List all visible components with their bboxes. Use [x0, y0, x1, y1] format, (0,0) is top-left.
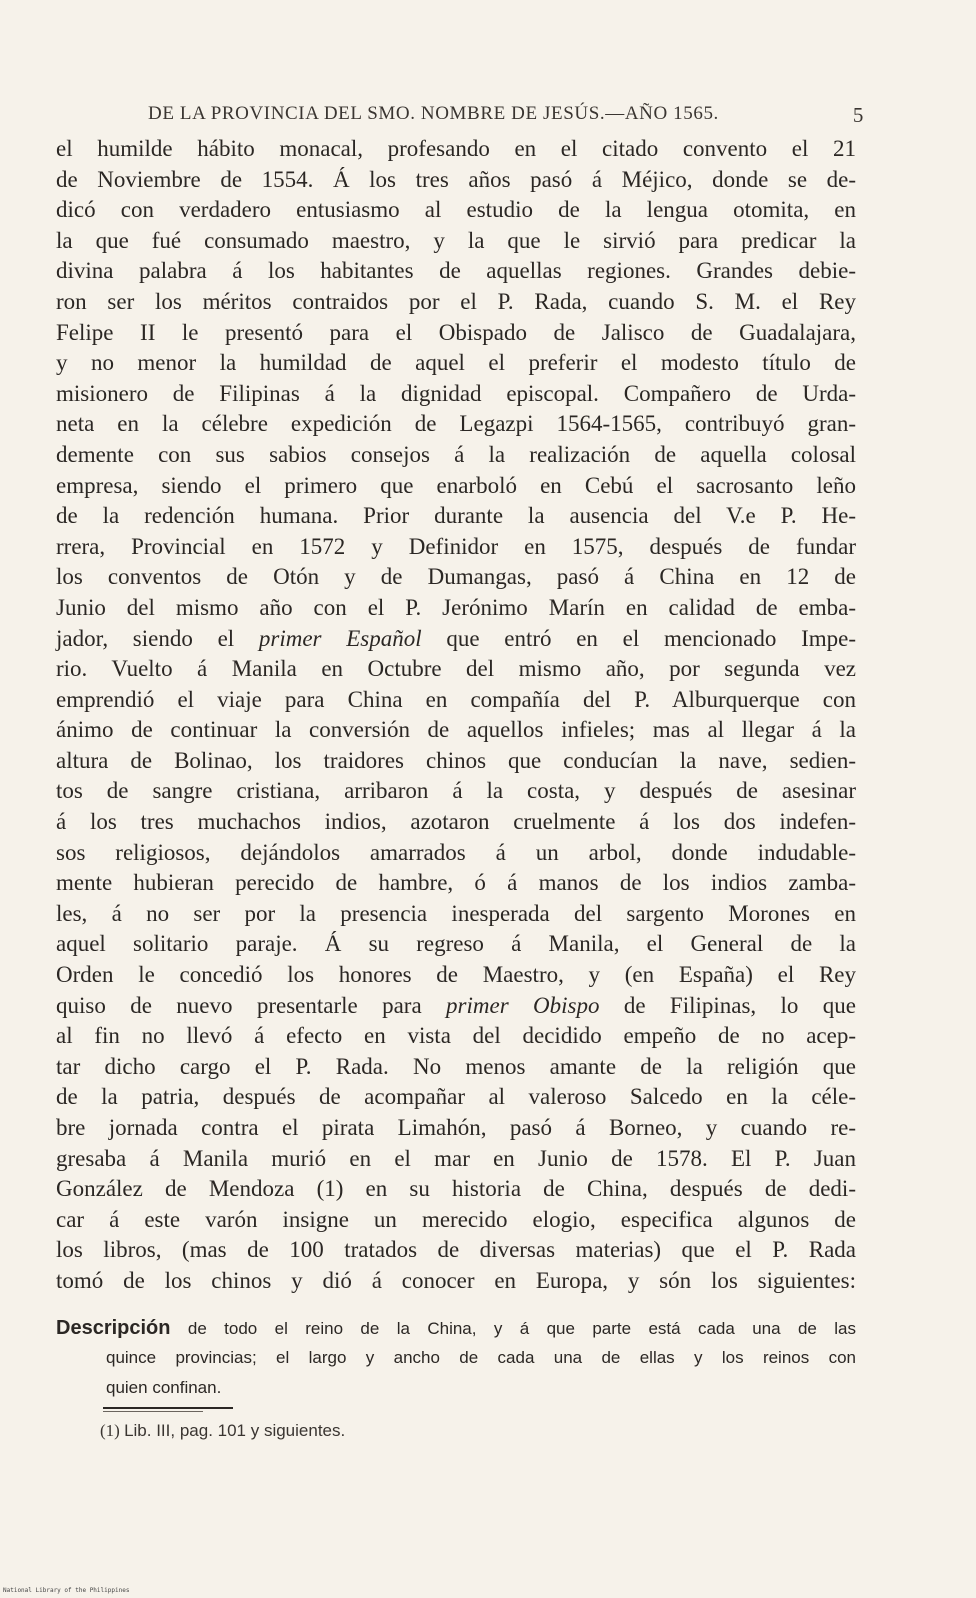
text-line: [56, 1205, 856, 1236]
entry-line: quince provincias; el largo y ancho de cada una de ellas y los reinos con: [106, 1348, 856, 1367]
text-run: de la patria, después de acompañar al valeroso Salcedo en la céle-: [56, 1084, 856, 1110]
text-run: rio. Vuelto á Manila en Octubre del mismo año, por segunda vez: [56, 656, 856, 682]
text-line: [56, 256, 856, 287]
text-run: los libros, (mas de 100 tratados de diversas materias) que el P. Rada: [56, 1237, 856, 1263]
text-line: [56, 899, 856, 930]
text-run: de la redención humana. Prior durante la ausencia del V.e P. He-: [56, 503, 856, 529]
entry-text-1: de todo el reino de la China, y á que parte está cada una de las: [170, 1319, 856, 1338]
text-run: el humilde hábito monacal, profesando en el citado convento el 21: [56, 136, 856, 161]
text-run: jador, siendo el: [56, 625, 259, 651]
text-line: [56, 1266, 856, 1297]
text-run: tomó de los chinos y dió á conocer en Europa, y són los siguientes:: [56, 1267, 856, 1293]
text-line: [56, 1021, 856, 1052]
text-line: [56, 440, 856, 471]
italic-emphasis: primer Español: [258, 625, 422, 651]
text-run: rrera, Provincial en 1572 y Definidor en 1575, después de fundar: [56, 533, 856, 559]
text-run: los conventos de Otón y de Dumangas, pasó á China en 12 de: [56, 564, 856, 590]
text-run: bre jornada contra el pirata Limahón, pasó á Borneo, y cuando re-: [56, 1115, 856, 1140]
text-line: [56, 776, 856, 807]
text-line: [56, 838, 856, 869]
text-run: tar dicho cargo el P. Rada. No menos amante de la religión que: [56, 1053, 856, 1079]
text-line: [56, 593, 856, 624]
text-run: de Noviembre de 1554. Á los tres años pasó á Méjico, donde se de-: [56, 166, 856, 192]
text-line: [56, 868, 856, 899]
text-line: [56, 348, 856, 379]
text-run: Felipe II le presentó para el Obispado de Jalisco de Guadalajara,: [56, 319, 856, 345]
text-run: la que fué consumado maestro, y la que le sirvió para predicar la: [56, 227, 856, 253]
text-line: [56, 134, 856, 165]
text-line: [56, 1144, 856, 1175]
footnote-marker: (1): [100, 1421, 120, 1440]
text-run: divina palabra á los habitantes de aquellas regiones. Grandes debie-: [56, 258, 856, 284]
text-run: y no menor la humildad de aquel el preferir el modesto título de: [56, 350, 856, 376]
running-header: [148, 103, 864, 128]
text-run: empresa, siendo el primero que enarboló en Cebú el sacrosanto leño: [56, 472, 856, 498]
text-line: [56, 746, 856, 777]
text-line: [56, 532, 856, 563]
text-line: [56, 1235, 856, 1266]
text-line: [56, 471, 856, 502]
text-line: [56, 685, 856, 716]
text-line: [56, 624, 856, 655]
text-run: sos religiosos, dejándolos amarrados á un arbol, donde indudable-: [56, 839, 856, 865]
text-run: de Filipinas, lo que: [599, 992, 857, 1018]
text-line: [56, 195, 856, 226]
text-run: neta en la célebre expedición de Legazpi 1564-1565, contribuyó gran-: [56, 411, 856, 437]
entry-heading: Descripción: [56, 1317, 171, 1339]
text-run: ron ser los méritos contraidos por el P. Rada, cuando S. M. el Rey: [56, 288, 856, 314]
text-line: [56, 715, 856, 746]
text-line: [56, 287, 856, 318]
text-run: emprendió el viaje para China en compañía del P. Alburquerque con: [56, 686, 856, 712]
text-line: [56, 165, 856, 196]
text-line: [56, 807, 856, 838]
text-run: quiso de nuevo presentarle para: [56, 992, 447, 1018]
page-number: 5: [852, 103, 864, 127]
body-paragraph: [56, 134, 856, 1297]
text-run: les, á no ser por la presencia inesperada del sargento Morones en: [56, 900, 856, 926]
text-line: [56, 501, 856, 532]
footnote-divider: [103, 1407, 233, 1409]
italic-emphasis: primer Obispo: [446, 992, 600, 1018]
text-line: [56, 562, 856, 593]
text-line: [56, 318, 856, 349]
text-line: [56, 1174, 856, 1205]
text-run: ánimo de continuar la conversión de aquellos infieles; mas al llegar á la: [56, 717, 856, 743]
footnote-divider-thin: [103, 1411, 203, 1412]
text-line: [56, 1082, 856, 1113]
text-line: [56, 379, 856, 410]
text-run: car á este varón insigne un merecido elogio, especifica algunos de: [56, 1206, 856, 1232]
text-run: Orden le concedió los honores de Maestro, y (en España) el Rey: [56, 962, 856, 988]
text-run: altura de Bolinao, los traidores chinos que conducían la nave, sedien-: [56, 747, 856, 773]
text-line: [56, 226, 856, 257]
library-stamp: National Library of the Philippines: [3, 1587, 130, 1594]
text-line: [56, 654, 856, 685]
text-run: aquel solitario paraje. Á su regreso á Manila, el General de la: [56, 931, 856, 957]
text-run: gresaba á Manila murió en el mar en Junio de 1578. El P. Juan: [56, 1145, 856, 1171]
text-run: misionero de Filipinas á la dignidad episcopal. Compañero de Urda-: [56, 380, 856, 406]
running-title: DE LA PROVINCIA DEL SMO. NOMBRE DE JESÚS.—AÑO 1565.: [148, 103, 719, 124]
text-run: mente hubieran perecido de hambre, ó á manos de los indios zamba-: [56, 870, 856, 896]
text-run: que entró en el mencionado Impe-: [421, 625, 856, 651]
text-line: [56, 1113, 856, 1144]
entry-line: [56, 1313, 856, 1343]
text-line: [56, 1052, 856, 1083]
text-run: demente con sus sabios consejos á la realización de aquella colosal: [56, 441, 856, 467]
footnote-text: Lib. III, pag. 101 y siguientes.: [124, 1421, 346, 1440]
entry-line: quien confinan.: [106, 1378, 222, 1397]
text-run: González de Mendoza (1) en su historia de China, después de dedi-: [56, 1176, 856, 1202]
text-run: Junio del mismo año con el P. Jerónimo Marín en calidad de emba-: [56, 594, 856, 620]
text-run: tos de sangre cristiana, arribaron á la costa, y después de asesinar: [56, 778, 856, 804]
bibliographic-entry: [56, 1313, 856, 1403]
text-run: al fin no llevó á efecto en vista del decidido empeño de no acep-: [56, 1023, 856, 1049]
text-line: [56, 991, 856, 1022]
footnote: [100, 1421, 345, 1441]
text-line: [56, 960, 856, 991]
text-line: [56, 929, 856, 960]
text-run: á los tres muchachos indios, azotaron cruelmente á los dos indefen-: [56, 809, 856, 835]
text-line: [56, 409, 856, 440]
text-run: dicó con verdadero entusiasmo al estudio de la lengua otomita, en: [56, 197, 856, 223]
